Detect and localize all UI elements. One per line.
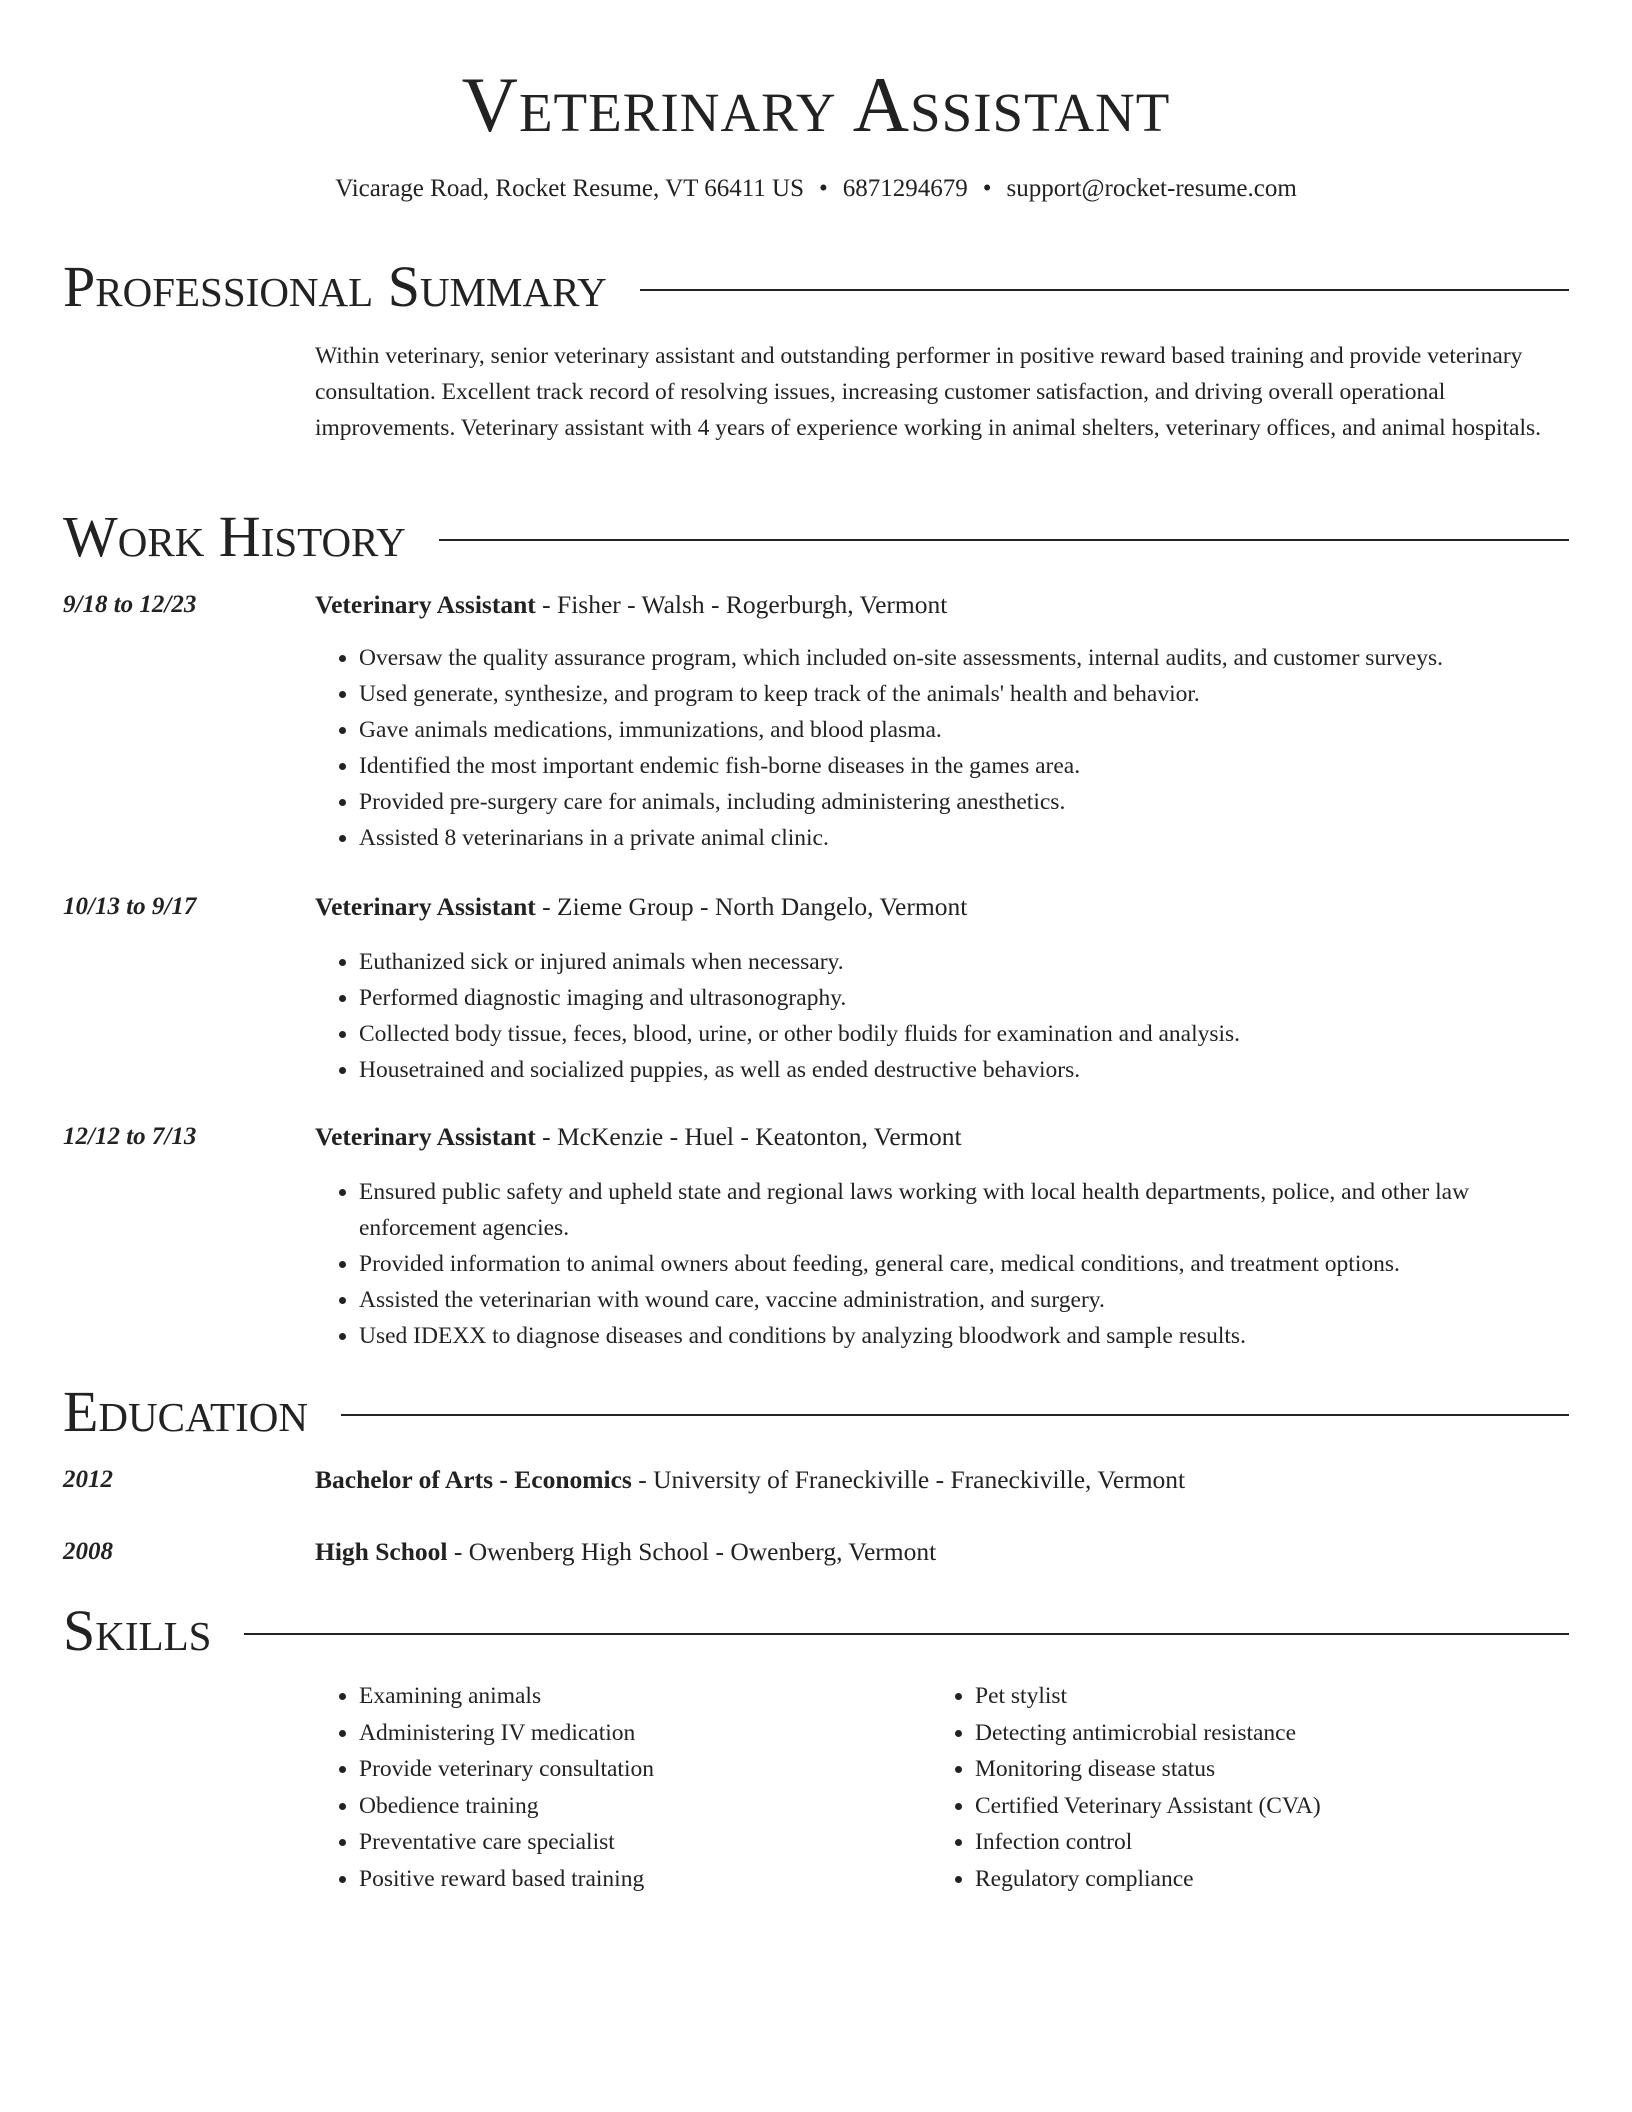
skill-item: • Monitoring disease status bbox=[975, 1751, 1595, 1788]
job-details: - Fisher - Walsh - Rogerburgh, Vermont bbox=[535, 590, 948, 619]
job-dates: 10/13 to 9/17 bbox=[63, 893, 197, 920]
candidate-name: Veterinary Assistant bbox=[461, 61, 1171, 148]
skill-item: • Certified Veterinary Assistant (CVA) bbox=[975, 1788, 1595, 1825]
education-details: - University of Franeckiville - Franeckiville, Vermont bbox=[631, 1465, 1186, 1494]
work-history-heading-title: Work History bbox=[63, 504, 406, 569]
education-details: - Owenberg High School - Owenberg, Vermont bbox=[447, 1537, 937, 1566]
job-bullet: • Collected body tissue, feces, blood, urine, or other bodily fluids for examination and analysis. bbox=[359, 1016, 1569, 1052]
summary-text: Within veterinary, senior veterinary assistant and outstanding performer in positive reward based training and provide veterinary consultation. Excellent track record of resolving issues, increasing customer satisfaction, and driving overall operational improvements. Veterinary assistant with 4 years of experience working in animal shelters, veterinary offices, and animal hospitals. bbox=[315, 343, 1542, 441]
job-bullet: • Housetrained and socialized puppies, as well as ended destructive behaviors. bbox=[359, 1052, 1569, 1088]
skill-item: • Positive reward based training bbox=[359, 1861, 919, 1898]
job-bullets bbox=[315, 944, 1569, 1088]
job-bullet: • Used generate, synthesize, and program to keep track of the animals' health and behavior. bbox=[359, 676, 1569, 712]
job-bullet: • Used IDEXX to diagnose diseases and conditions by analyzing bloodwork and sample results. bbox=[359, 1318, 1569, 1354]
education-degree: Bachelor of Arts - Economics bbox=[315, 1465, 632, 1494]
education-year: 2008 bbox=[63, 1538, 113, 1565]
contact-phone: 6871294679 bbox=[842, 175, 968, 202]
section-divider bbox=[244, 1633, 1569, 1635]
job-role: Veterinary Assistant bbox=[315, 1122, 536, 1151]
skill-item: • Pet stylist bbox=[975, 1678, 1595, 1715]
skills-heading-title: Skills bbox=[63, 1598, 212, 1663]
job-title-line bbox=[315, 1120, 1569, 1154]
job-bullet: • Provided information to animal owners about feeding, general care, medical conditions, and treatment options. bbox=[359, 1246, 1569, 1282]
job-bullet: • Identified the most important endemic fish-borne diseases in the games area. bbox=[359, 748, 1569, 784]
contact-separator: • bbox=[818, 175, 828, 202]
job-bullet: • Assisted the veterinarian with wound care, vaccine administration, and surgery. bbox=[359, 1282, 1569, 1318]
job-details: - McKenzie - Huel - Keatonton, Vermont bbox=[535, 1122, 962, 1151]
summary-heading bbox=[63, 252, 1569, 322]
job-bullet: • Oversaw the quality assurance program, which included on-site assessments, internal audits, and customer surveys. bbox=[359, 640, 1569, 676]
skills-heading bbox=[63, 1596, 1569, 1666]
job-details: - Zieme Group - North Dangelo, Vermont bbox=[535, 892, 968, 921]
contact-email: support@rocket-resume.com bbox=[1006, 175, 1297, 202]
education-heading-title: Education bbox=[63, 1379, 308, 1444]
section-divider bbox=[341, 1414, 1569, 1416]
job-bullet: • Euthanized sick or injured animals when necessary. bbox=[359, 944, 1569, 980]
skill-item: • Provide veterinary consultation bbox=[359, 1751, 919, 1788]
education-heading bbox=[63, 1377, 1569, 1447]
section-divider bbox=[439, 539, 1569, 541]
job-dates: 12/12 to 7/13 bbox=[63, 1123, 197, 1150]
contact-line bbox=[0, 172, 1632, 206]
contact-address: Vicarage Road, Rocket Resume, VT 66411 US bbox=[335, 175, 804, 202]
skill-item: • Infection control bbox=[975, 1824, 1595, 1861]
job-role: Veterinary Assistant bbox=[315, 590, 536, 619]
skill-item: • Obedience training bbox=[359, 1788, 919, 1825]
job-bullets bbox=[315, 640, 1569, 856]
job-title-line bbox=[315, 588, 1569, 622]
job-bullet: • Ensured public safety and upheld state and regional laws working with local health departments, police, and other law enforcement agencies. bbox=[359, 1174, 1569, 1246]
summary-heading-title: Professional Summary bbox=[63, 254, 607, 319]
skills-list-right bbox=[931, 1678, 1595, 1897]
education-year: 2012 bbox=[63, 1466, 113, 1493]
skills-list-left bbox=[315, 1678, 919, 1897]
job-bullet: • Assisted 8 veterinarians in a private animal clinic. bbox=[359, 820, 1569, 856]
education-entry bbox=[315, 1535, 1569, 1569]
work-history-heading bbox=[63, 502, 1569, 572]
job-bullet: • Performed diagnostic imaging and ultrasonography. bbox=[359, 980, 1569, 1016]
job-bullet: • Gave animals medications, immunizations, and blood plasma. bbox=[359, 712, 1569, 748]
job-bullets bbox=[315, 1174, 1569, 1354]
job-dates: 9/18 to 12/23 bbox=[63, 591, 197, 618]
skill-item: • Administering IV medication bbox=[359, 1715, 919, 1752]
section-divider bbox=[640, 289, 1569, 291]
skill-item: • Examining animals bbox=[359, 1678, 919, 1715]
skill-item: • Detecting antimicrobial resistance bbox=[975, 1715, 1595, 1752]
education-degree: High School bbox=[315, 1537, 448, 1566]
job-bullet: • Provided pre-surgery care for animals, including administering anesthetics. bbox=[359, 784, 1569, 820]
job-title-line bbox=[315, 890, 1569, 924]
contact-separator: • bbox=[982, 175, 992, 202]
job-role: Veterinary Assistant bbox=[315, 892, 536, 921]
skill-item: • Preventative care specialist bbox=[359, 1824, 919, 1861]
skill-item: • Regulatory compliance bbox=[975, 1861, 1595, 1898]
education-entry bbox=[315, 1463, 1569, 1497]
